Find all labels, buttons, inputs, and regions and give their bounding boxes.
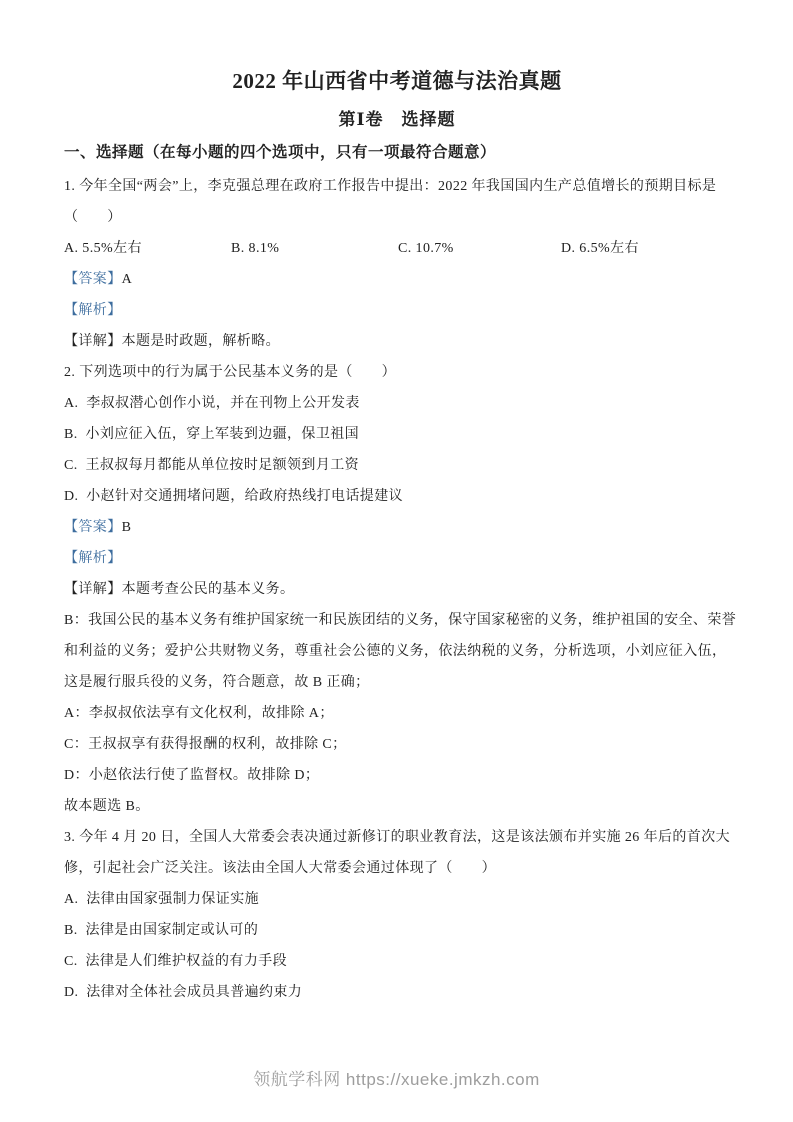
q2-detail-line <box>64 574 730 605</box>
page-title: 2022 年山西省中考道德与法治真题 <box>232 69 562 93</box>
analysis-label: 【解析】 <box>64 551 122 566</box>
answer-label: 【答案】 <box>64 272 122 287</box>
q3-option-a: A. 法律由国家强制力保证实施 <box>64 892 260 907</box>
analysis-label: 【解析】 <box>64 303 122 318</box>
q3-stem-line-1: 3. 今年 4 月 20 日，全国人大常委会表决通过新修订的职业教育法，这是该法颁布并实施 26 年后的首次大 <box>64 830 730 845</box>
q2-option-b: B. 小刘应征入伍，穿上军装到边疆，保卫祖国 <box>64 427 360 442</box>
q3-option-b: B. 法律是由国家制定或认可的 <box>64 923 259 938</box>
q1-option-d: D. 6.5%左右 <box>561 241 639 256</box>
exam-body <box>64 171 737 1008</box>
q2-analysis-text-line-4: A：李叔叔依法享有文化权利，故排除 A； <box>64 706 334 721</box>
q2-option-c: C. 王叔叔每月都能从单位按时足额领到月工资 <box>64 458 360 473</box>
volume-heading: 第Ⅰ卷 选择题 <box>338 110 456 129</box>
q1-detail-text: 本题是时政题，解析略。 <box>121 334 281 349</box>
q2-analysis-text-line-6: D：小赵依法行使了监督权。故排除 D； <box>64 768 320 783</box>
section-heading: 一、选择题（在每小题的四个选项中，只有一项最符合题意） <box>64 144 497 161</box>
q2-analysis-line <box>64 543 730 574</box>
answer-label: 【答案】 <box>64 520 122 535</box>
q1-stem-line-1: 1. 今年全国“两会”上，李克强总理在政府工作报告中提出：2022 年我国国内生产总值增长的预期目标是 <box>64 179 717 194</box>
q2-analysis-text-line-1: B：我国公民的基本义务有维护国家统一和民族团结的义务，保守国家秘密的义务，维护祖国的安全、荣誉 <box>64 613 737 628</box>
q1-options-row <box>64 233 730 264</box>
q2-stem: 2. 下列选项中的行为属于公民基本义务的是（ ） <box>64 365 396 380</box>
detail-label: 【详解】 <box>64 334 122 349</box>
q2-analysis-text-line-3: 这是履行服兵役的义务，符合题意，故 B 正确； <box>64 675 370 690</box>
q1-option-a: A. 5.5%左右 <box>64 241 142 256</box>
q1-answer-line <box>64 264 730 295</box>
q3-option-d: D. 法律对全体社会成员具普遍约束力 <box>64 985 303 1000</box>
q2-analysis-text-line-5: C：王叔叔享有获得报酬的权利，故排除 C； <box>64 737 347 752</box>
q1-option-c: C. 10.7% <box>398 241 454 256</box>
q2-analysis-text-line-7: 故本题选 B。 <box>64 799 150 814</box>
q1-answer-value: A <box>121 272 133 287</box>
q2-option-a: A. 李叔叔潜心创作小说，并在刊物上公开发表 <box>64 396 360 411</box>
q2-option-d: D. 小赵针对交通拥堵问题，给政府热线打电话提建议 <box>64 489 404 504</box>
q1-option-b: B. 8.1% <box>231 241 280 256</box>
q2-answer-value: B <box>121 520 132 535</box>
watermark-text: 领航学科网 https://xueke.jmkzh.com <box>253 1070 540 1089</box>
q2-answer-line <box>64 512 730 543</box>
q1-stem-line-2: （ ） <box>64 210 122 225</box>
q2-detail-text: 本题考查公民的基本义务。 <box>121 582 295 597</box>
q1-analysis-line <box>64 295 730 326</box>
q3-stem-line-2: 修，引起社会广泛关注。该法由全国人大常委会通过体现了（ ） <box>64 861 496 876</box>
detail-label: 【详解】 <box>64 582 122 597</box>
q2-analysis-text-line-2: 和利益的义务；爱护公共财物义务，尊重社会公德的义务，依法纳税的义务，分析选项，小刘应征入伍， <box>64 644 727 659</box>
q1-detail-line <box>64 326 730 357</box>
watermark <box>0 1066 793 1094</box>
q3-option-c: C. 法律是人们维护权益的有力手段 <box>64 954 288 969</box>
